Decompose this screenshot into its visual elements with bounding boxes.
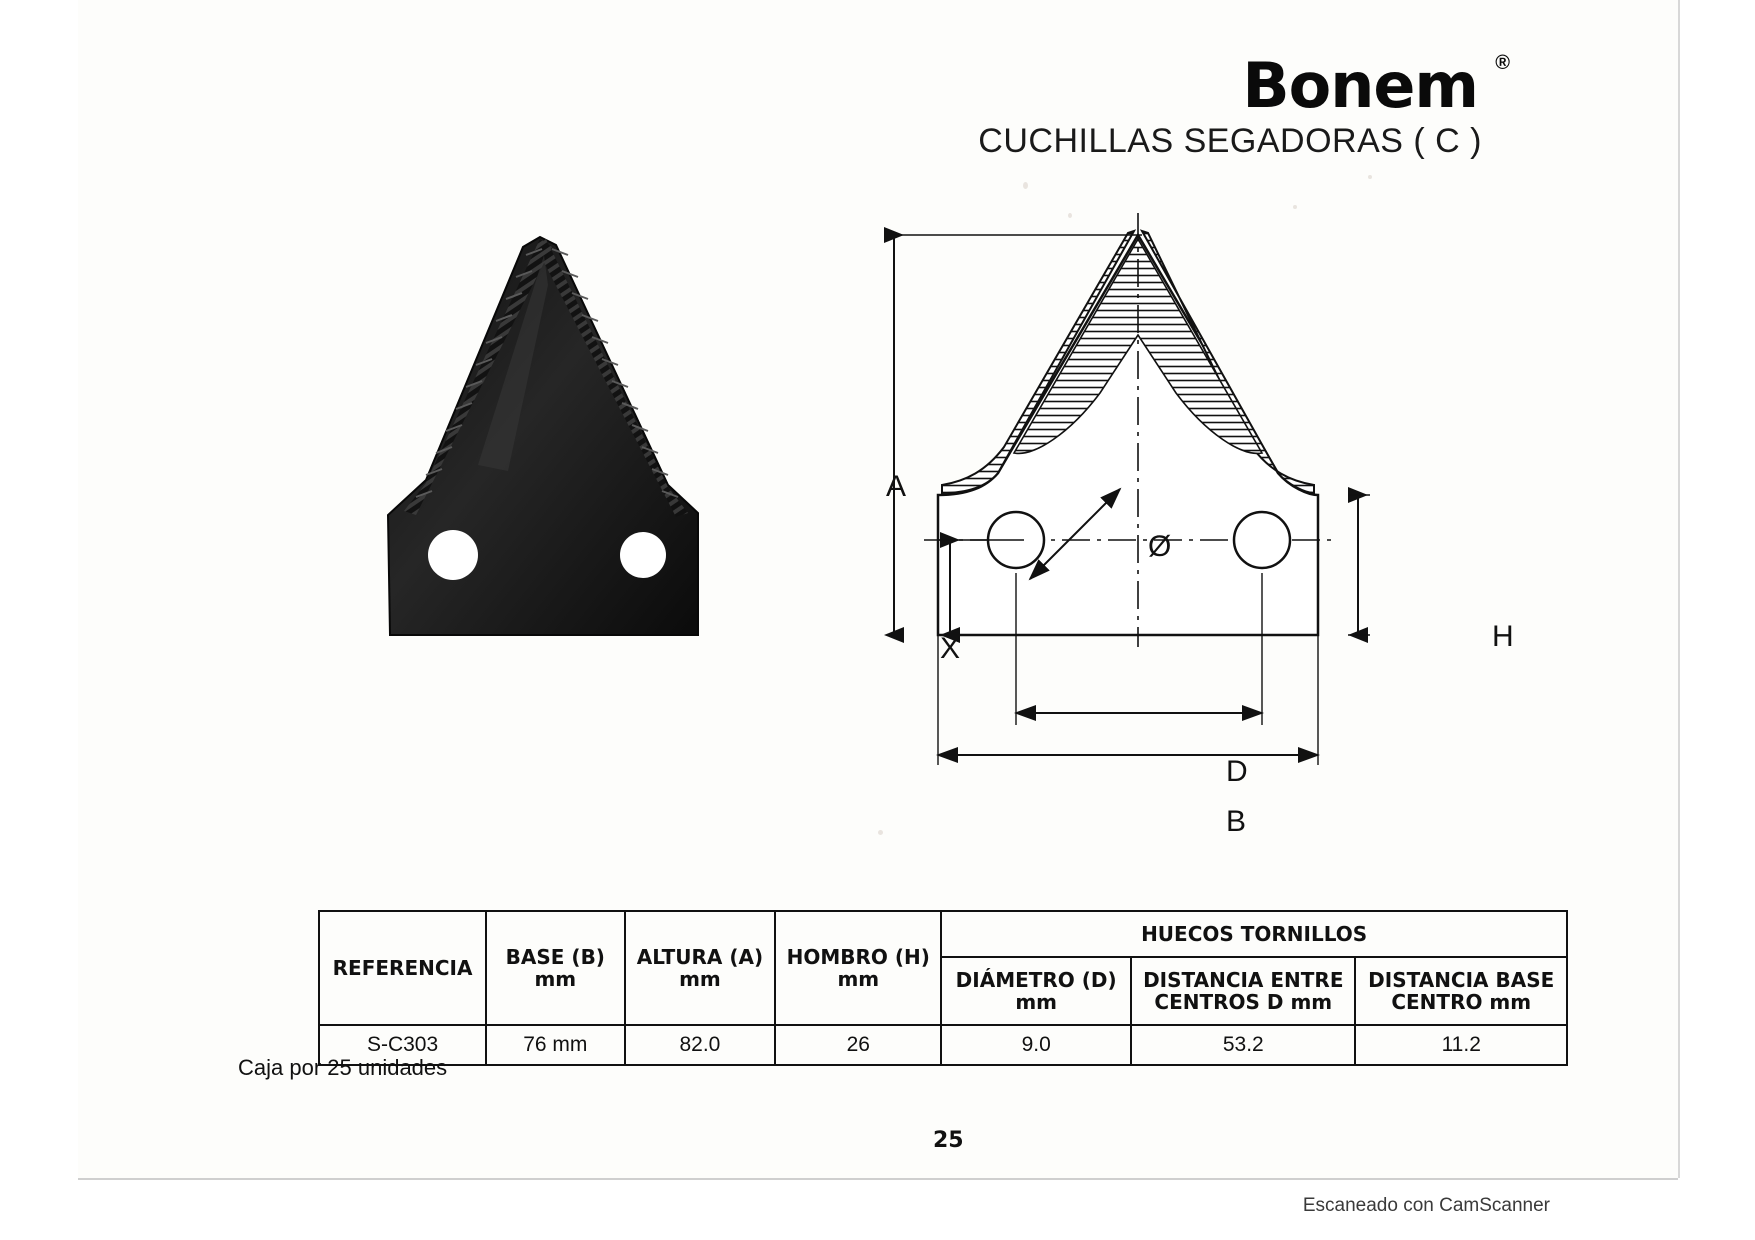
col-header-hombro-line1: HOMBRO (H): [786, 944, 930, 969]
col-header-altura-line2: mm: [679, 967, 721, 991]
blade-photo: [308, 225, 788, 655]
col-header-distancia-centros-line2: CENTROS D mm: [1154, 990, 1333, 1014]
cell-distancia-base-centro: 11.2: [1355, 1025, 1567, 1065]
dimension-label-H: H: [1492, 620, 1514, 653]
document-page: [78, 0, 1678, 1180]
col-header-base-line2: mm: [534, 967, 577, 991]
dimension-label-D: D: [1226, 755, 1248, 788]
cell-distancia-centros: 53.2: [1131, 1025, 1355, 1065]
col-header-distancia-base-centro-line1: DISTANCIA BASE: [1368, 967, 1555, 992]
page-edge: [1678, 0, 1680, 1178]
specification-table: [318, 910, 1568, 1066]
scanner-credit: Escaneado con CamScanner: [1302, 1195, 1550, 1216]
brand-logo: Bonem: [1242, 49, 1478, 122]
col-header-diametro-line2: mm: [1015, 990, 1058, 1014]
page-number: 25: [933, 1128, 964, 1153]
col-header-distancia-base-centro-line2: CENTRO mm: [1391, 990, 1532, 1014]
blade-photo-image: [308, 225, 788, 655]
scan-speck: [1368, 175, 1372, 179]
packaging-note: Caja por 25 unidades: [238, 1055, 448, 1080]
scan-speck: [1023, 182, 1028, 189]
cell-base: 76 mm: [486, 1025, 624, 1065]
col-header-base-line1: BASE (B): [505, 944, 605, 969]
table-row: [319, 1025, 1567, 1065]
col-group-header-huecos-tornillos: HUECOS TORNILLOS: [1141, 921, 1368, 946]
col-header-diametro-line1: DIÁMETRO (D): [955, 967, 1117, 992]
scan-speck: [878, 830, 883, 835]
page-title: CUCHILLAS SEGADORAS ( C ): [978, 122, 1482, 160]
cell-hombro: 26: [775, 1025, 941, 1065]
cell-diametro: 9.0: [941, 1025, 1131, 1065]
technical-drawing: [838, 195, 1498, 815]
cell-altura: 82.0: [625, 1025, 776, 1065]
col-header-referencia: REFERENCIA: [332, 955, 473, 980]
dimension-label-A: A: [886, 470, 907, 503]
registered-trademark-icon: ®: [1495, 52, 1510, 74]
technical-drawing-image: [838, 195, 1498, 815]
col-header-altura-line1: ALTURA (A): [636, 944, 764, 969]
cell-referencia: S-C303: [319, 1025, 486, 1065]
diameter-symbol-icon: Ø: [1148, 530, 1172, 563]
col-header-hombro-line2: mm: [837, 967, 880, 991]
dimension-label-B: B: [1226, 805, 1247, 838]
col-header-distancia-centros-line1: DISTANCIA ENTRE: [1143, 967, 1344, 992]
dimension-label-X: X: [940, 632, 961, 665]
